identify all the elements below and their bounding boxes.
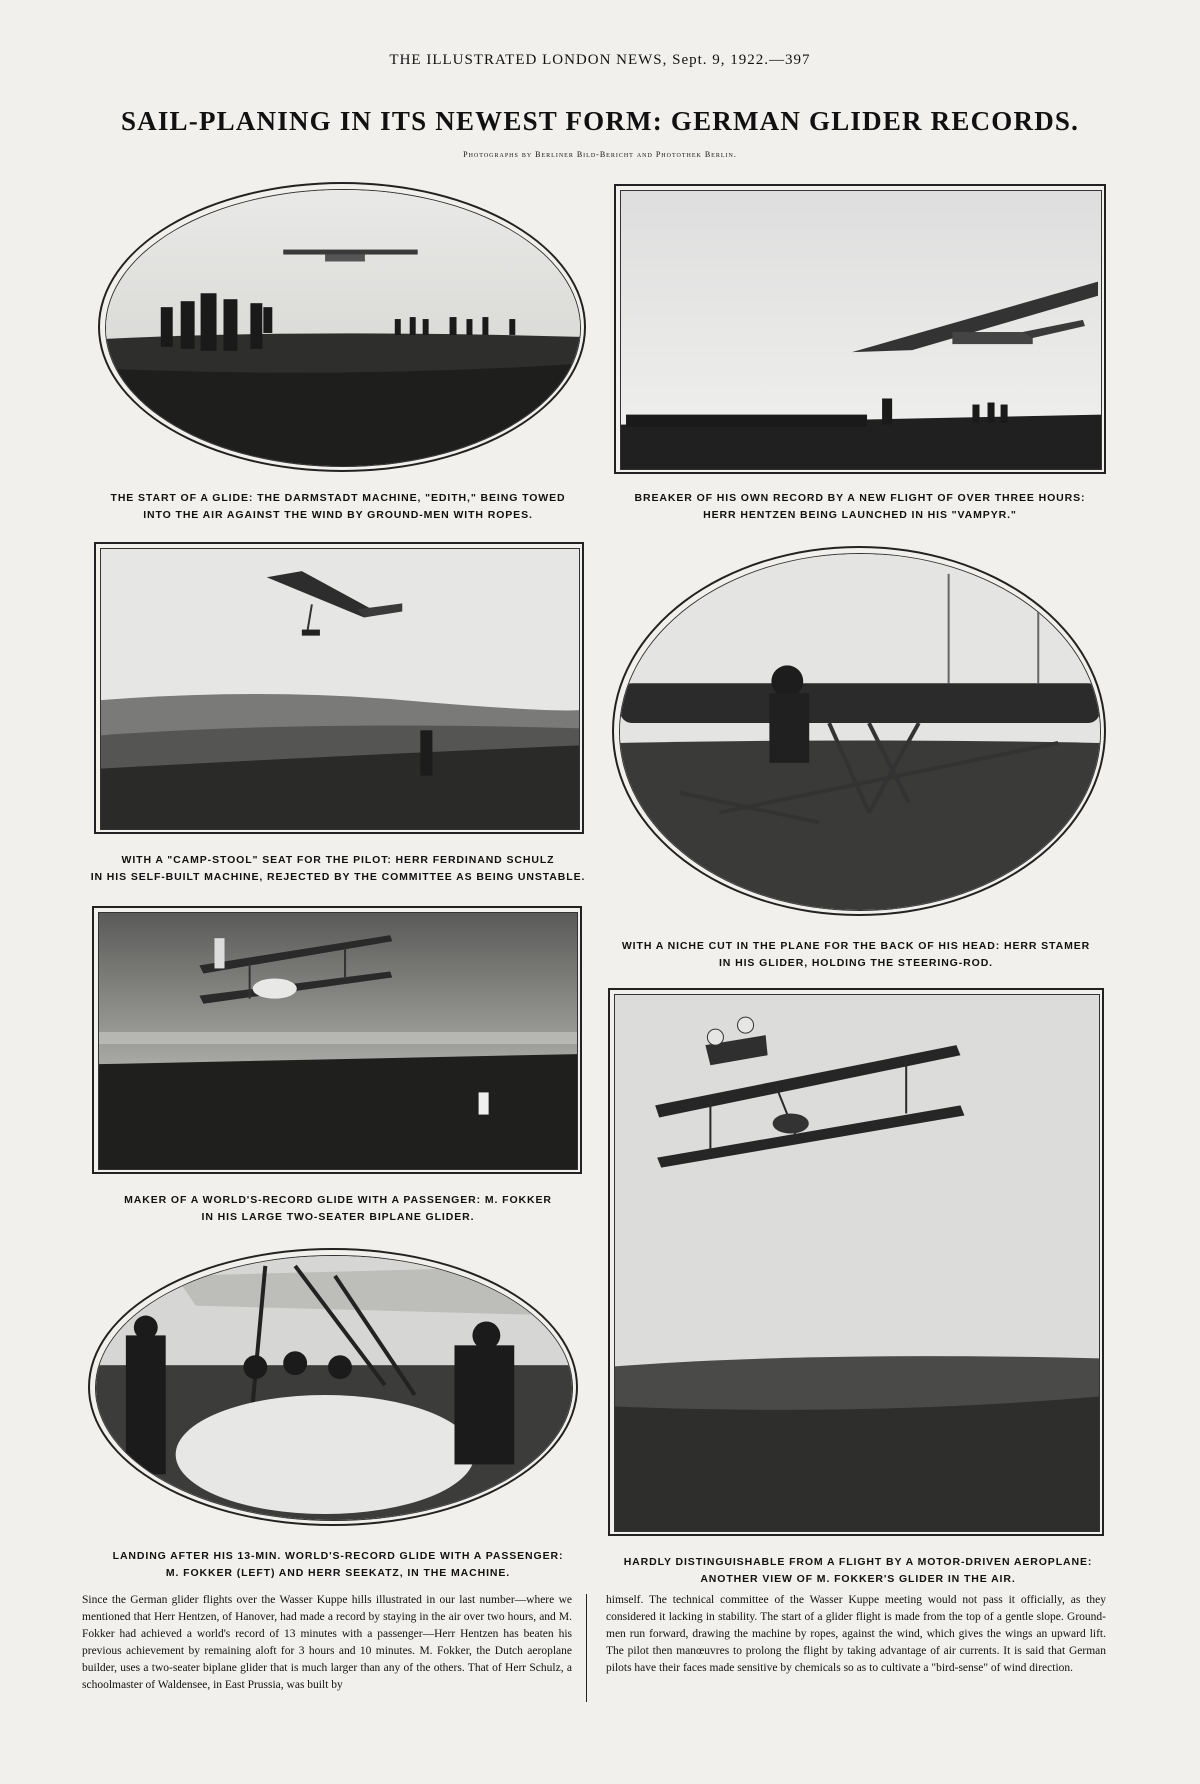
caption-line: IN HIS SELF-BUILT MACHINE, REJECTED BY THE COMMITTEE AS BEING UNSTABLE. — [90, 871, 586, 883]
caption-line: WITH A NICHE CUT IN THE PLANE FOR THE BACK OF HIS HEAD: HERR STAMER — [621, 940, 1091, 952]
caption-line: MAKER OF A WORLD'S-RECORD GLIDE WITH A PASSENGER: M. FOKKER — [124, 1194, 552, 1206]
photo-camp-stool-seat — [94, 542, 584, 834]
vampyr-launch-image — [621, 191, 1101, 469]
caption-line: LANDING AFTER HIS 13-MIN. WORLD'S-RECORD GLIDE WITH A PASSENGER: — [112, 1550, 564, 1562]
article-column-2: himself. The technical committee of the Wasser Kuppe meeting would not pass it officially, as they considered it lacking in stability. The start of a glider flight is made from the top of a gentle slope. Ground-men run forward, drawing the machine by ropes, against the wind, which gives the wings an upward lift. The pilot then manœuvres to prolong the flight by taking advantage of air currents. It is said that German pilots have their faces made sensitive by chemicals so as to cultivate a "bird-sense" of wind direction. — [606, 1594, 1106, 1674]
photo-fokker-landing — [88, 1248, 578, 1526]
photo-vampyr-launch — [614, 184, 1106, 474]
caption-fokker-biplane — [84, 1192, 592, 1226]
caption-line: WITH A "CAMP-STOOL" SEAT FOR THE PILOT: HERR FERDINAND SCHULZ — [121, 854, 555, 866]
caption-line: HERR HENTZEN BEING LAUNCHED IN HIS "VAMPYR." — [703, 509, 1017, 521]
caption-line: ANOTHER VIEW OF M. FOKKER'S GLIDER IN THE AIR. — [700, 1573, 1016, 1585]
caption-stamer — [596, 938, 1116, 972]
photo-stamer-glider — [612, 546, 1106, 916]
caption-fokker-in-air — [598, 1554, 1118, 1588]
page-title: SAIL-PLANING IN ITS NEWEST FORM: GERMAN GLIDER RECORDS. — [120, 106, 1080, 136]
fokker-biplane-image — [99, 913, 577, 1169]
caption-line: INTO THE AIR AGAINST THE WIND BY GROUND-MEN WITH ROPES. — [143, 509, 533, 521]
running-head: THE ILLUSTRATED LONDON NEWS, Sept. 9, 1922.—397 — [389, 52, 811, 68]
caption-line: BREAKER OF HIS OWN RECORD BY A NEW FLIGHT OF OVER THREE HOURS: — [634, 492, 1086, 504]
caption-line: IN HIS GLIDER, HOLDING THE STEERING-ROD. — [718, 957, 993, 969]
caption-line: THE START OF A GLIDE: THE DARMSTADT MACHINE, "EDITH," BEING TOWED — [110, 492, 566, 504]
column-divider — [586, 1594, 587, 1702]
caption-glide-start — [84, 490, 592, 524]
photo-credit: Photographs by Berliner Bild-Bericht and Photothek Berlin. — [463, 150, 737, 159]
photo-fokker-in-air — [608, 988, 1104, 1536]
caption-fokker-landing — [84, 1548, 592, 1582]
caption-line: IN HIS LARGE TWO-SEATER BIPLANE GLIDER. — [201, 1211, 475, 1223]
fokker-landing-image — [96, 1256, 572, 1520]
stamer-glider-image — [620, 554, 1100, 910]
fokker-in-air-image — [615, 995, 1099, 1531]
caption-camp-stool — [84, 852, 592, 886]
glide-start-image — [106, 190, 580, 466]
caption-line: HARDLY DISTINGUISHABLE FROM A FLIGHT BY A MOTOR-DRIVEN AEROPLANE: — [623, 1556, 1093, 1568]
camp-stool-image — [101, 549, 579, 829]
caption-vampyr-launch — [606, 490, 1114, 524]
caption-line: M. FOKKER (LEFT) AND HERR SEEKATZ, IN THE MACHINE. — [165, 1567, 511, 1579]
article-column-1: Since the German glider flights over the Wasser Kuppe hills illustrated in our last number—where we mentioned that Herr Hentzen, of Hanover, had made a record by staying in the air over two hours, and M. Fokker had achieved a world's record of 13 minutes with a passenger—Herr Hentzen has beaten his previous achievement by remaining aloft for 3 hours and 10 minutes. M. Fokker, the Dutch aeroplane builder, uses a two-seater biplane glider that is much larger than any of the others. That of Herr Schulz, a schoolmaster of Waldensee, in East Prussia, was built by — [82, 1594, 572, 1691]
photo-fokker-biplane — [92, 906, 582, 1174]
photo-glide-start — [98, 182, 586, 472]
